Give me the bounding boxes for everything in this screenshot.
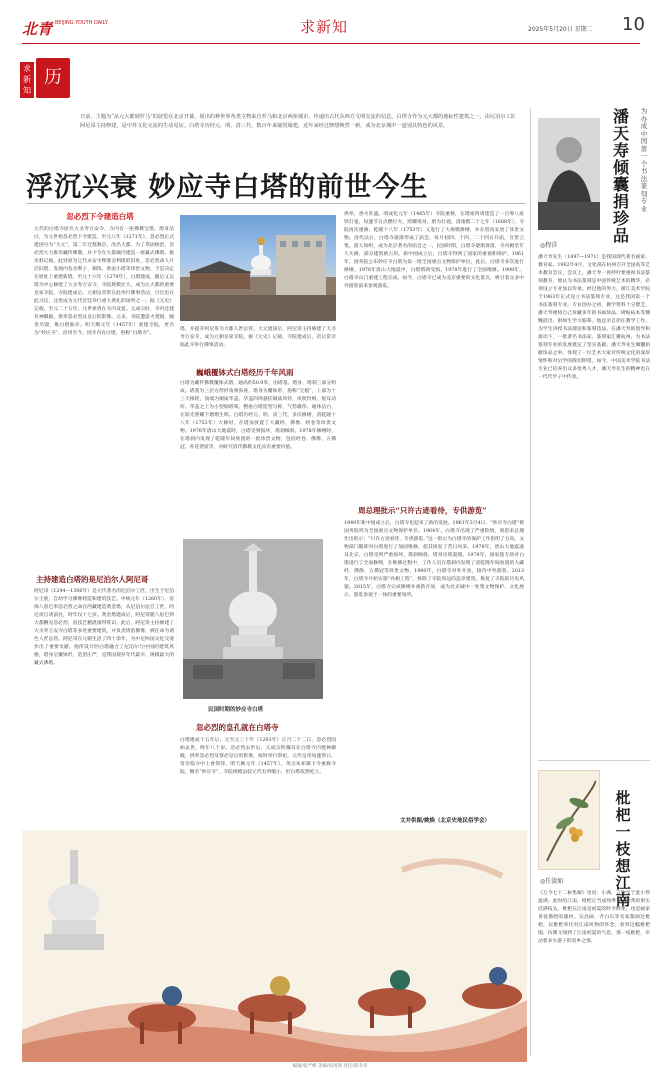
issue-date: 2025年5月20日 星期二 [528, 26, 593, 33]
body-text-col2a: 塔，并提升阿尼哥为大都人匠总管。大元建国后，阿尼哥主持修建了大圣寿万安寺，成为元朝皇家寺院。据《元史》记载，寺院建成后，帝后常亲临此寺举行佛事活动。 [180, 327, 336, 348]
right-article-title: 潘天寿倾囊捐珍品 [612, 107, 629, 245]
body-text-col3a: 供奉，香火旺盛。明成化元年（1465年）寺院重修，在塔座四周建造了一百零八座铁灯龛，每逢节日点燃灯火，照耀塔身，蔚为壮观。清康熙二十七年（1688年），寺院再次重修，乾隆十八年（1753年）又进行了大规模修缮，并在塔顶安放了珍贵文物。清代以后，白塔寺逐渐形成了庙会，每月初四、十四、二十四日开庙，百货云集，游人如织，成为北京著名的庙会之一。民国时期，白塔寺逐渐衰落，寺内殿堂年久失修，部分建筑被占用。新中国成立后，白塔寺得到了国家的重视和保护。1961年，国务院公布妙应寺白塔为第一批全国重点文物保护单位。此后，白塔寺多次进行修缮。1976年唐山大地震中，白塔塔刹受损，1978年进行了全面维修。1998年，白塔寺山门重建工程完成。如今，白塔寺已成为北京重要的文化景点，吸引着众多中外游客前来参观游览。 [344, 212, 524, 289]
subhead-5: 周总理批示“只许古迹看待，专供游览” [358, 506, 487, 515]
illustration-camel-caravan-pagoda [22, 830, 527, 1062]
column-divider [530, 108, 531, 1056]
article-source: 文并供图/姚焕（北京史地民俗学会） [400, 818, 491, 824]
right-divider [538, 760, 650, 761]
portrait-pan-tianshou [538, 118, 600, 230]
article-title: 浮沉兴衰 妙应寺白塔的前世今生 [26, 172, 429, 203]
right-article-author: ◎程洋 [540, 242, 558, 249]
painting-loquat-branch [538, 770, 600, 870]
subhead-1: 忽必烈下令建造白塔 [66, 212, 134, 221]
column-tag: 求新知 [20, 62, 34, 98]
body-text-col2c: 白塔建成十五年后，元至元三十年（1293年）正月二十二日，忽必烈因病去世，终年八十岁。忽必烈去世后，元成宗铁穆耳在白塔寺内建神御殿，供奉忽必烈及察必皇后的影像，按时举行祭祀。元代皇帝每逢祭日，常亲临寺中上香祭拜。明天顺元年（1457年），英宗朱祁镇下令重修寺院，赐名“妙应寺”，寺院规模虽较元代有所缩小，但白塔依然屹立。 [180, 738, 336, 775]
history-badge: 历史 [36, 58, 70, 98]
page-header [0, 0, 660, 40]
newspaper-logo-subtitle: BEIJING YOUTH DAILY [55, 20, 108, 26]
body-text-col1: 元代的白塔寺原名大圣寿万安寺，寺内有一座佛教宝塔，塔身洁白，为元世祖忽必烈下令建造。至元八年（1271年），忽必烈正式建国号为“大元”，第二年迁都燕京，改名大都。为了巩固统治，忽必烈大力推崇藏传佛教，并下令在大都城内建造一座藏式佛塔。据史料记载，此处原为辽代永安寺释迦舍利塔的旧址，忽必烈命人开启旧塔，发现内有舍利子、铜钱、香泥小塔等珍贵文物，于是决定在原址上重建新塔。至元十六年（1279年），白塔建成，随后又以塔为中心修建了大圣寿万安寺，寺院规模宏大，成为元大都的重要皇家寺院。寺院建成后，元朝皇帝常在此举行佛事活动，百官也在此习仪，这里成为元代宫廷举行重大典礼的场所之一。据《元史》记载，至元二十五年，元世祖曾在寺内设宴。元成宗时，寺内还建有神御殿，供奉忽必烈及皇后的影像。元末，寺院遭雷火焚毁，殿堂尽毁，唯白塔独存。明天顺元年（1457年）重建寺院，更名为“妙应寺”，沿用至今。因寺内有白塔，俗称“白塔寺”。 [34, 227, 174, 336]
photo-white-pagoda-city [180, 215, 336, 321]
section-title: 求新知 [300, 18, 349, 36]
body-text-col3b: 1949年新中国成立后，白塔寺也迎来了新的发展。1961年3月4日，“妙应寺白塔”被国务院列为全国重点文物保护单位。1964年，白塔寺出现了严重险情，周恩来总理作出批示：“只许古迹看待，专供游览。”这一批示为白塔寺的保护工作指明了方向。文物部门随即对白塔进行了加固维修，使其恢复了昔日风采。1976年，唐山大地震波及北京，白塔受到严重损坏，塔刹倾斜，塔身出现裂缝。1978年，国家拨专款对白塔进行了全面修缮，在维修过程中，工作人员在塔刹内发现了清乾隆年间放置的大藏经、佛像、五佛冠等珍贵文物。1980年，白塔寺对外开放，接待中外游客。2013年，白塔寺开始实施“亮相工程”，拆除了寺院周边的违章建筑，恢复了寺院的历史风貌。2015年，白塔寺完成修缮并重新开放，成为北京城中一处集文物保护、文化展示、游览参观于一体的重要场所。 [344, 521, 524, 598]
page-footer: 编辑/张严峰 美编/宿国领 责任/陈冬青 [292, 1064, 368, 1069]
right-article-subtitle: 为办成中国第一个书法篆刻专业 [640, 107, 648, 213]
subhead-3: 巍峨覆钵式白塔经历千年风雨 [196, 368, 294, 377]
title-divider [26, 203, 526, 204]
newspaper-logo: 北青 [22, 20, 53, 38]
right-body-text-2: 《万今七十二候集解》里说：小满，言物至于此小得盈满。此时的江南，枇杷正当成熟季节，金黄的果实挂满枝头。枇杷在江南是初夏的时令鲜果，也是画家喜爱描绘的题材。吴昌硕、齐白石等名家都画过枇杷，以枇杷寄托对江南风物的怀念。看到这幅枇杷图，仿佛又闻到了江南初夏的气息，那一枝枇杷，牵动着多少游子的思乡之情。 [538, 891, 650, 944]
photo-pagoda-republican-era [183, 539, 323, 699]
page-number: 10 [622, 14, 645, 35]
body-text-col1b: 阿尼哥（1244—1306年）是元代著名的尼泊尔工匠，出生于尼泊尔王族，自幼学习佛像铸造和建筑技艺。中统元年（1260年），帝师八思巴奉忽必烈之命在西藏建造黄金塔，从尼泊尔征召工匠，阿尼哥自请前往，时年仅十七岁。黄金塔建成后，阿尼哥随八思巴到大都觐见忽必烈，因技艺精湛深得赏识。此后，阿尼哥主持修建了大圣寿万安寺白塔等多处重要建筑，并负责铸造佛像，被任命为诸色人匠总管。阿尼哥在元朝生活了四十余年，为中尼两国文化交流作出了重要贡献。他所设计的白塔融合了尼泊尔与中国的建筑风格，塔身呈覆钵形，造型庄严，是我国现存年代最早、规模最大的藏式佛塔。 [34, 589, 174, 666]
header-divider [22, 43, 640, 44]
body-text-col2b: 白塔为藏传佛教覆钵式塔，通高约50.9米，由塔基、塔身、塔刹三部分组成。塔基为三层方形折角须弥座，塔身为覆钵形，俗称“宝瓶”，上部为十三天相轮，顶端为铜质华盖，华盖四周悬挂铜质风铃，风吹铃响，悦耳动听。华盖之上为小型铜塔刹。整座白塔造型匀称，气势雄伟，通体洁白，在阳光照耀下熠熠生辉。白塔历经元、明、清三代，多次修缮，清乾隆十八年（1753年）大修时，在塔顶放置了大藏经、佛像、经卷等珍贵文物。1976年唐山大地震时，白塔受到损坏，塔刹倾斜。1978年修缮时，在塔刹内发现了乾隆年间放置的一批珍贵文物，包括经卷、佛像、五佛冠、补花袈裟等，对研究清代佛教文化具有重要价值。 [180, 381, 336, 450]
right-article2-title: 枇杷一枝想江南 [615, 789, 631, 909]
subhead-4: 忽必烈的皇孔就在白塔寺 [196, 723, 279, 732]
right-body-text: 潘天寿先生（1897—1971）是我国现代著名画家、教育家。1962年4月，文化部在杭州召开全国高等艺术教育会议，会议上，潘天寿一再呼吁要重视书法篆刻教育，他认为书法篆刻是中国传统艺术的精华，必须设立专业加以传承。经过他的努力，浙江美术学院于1963年正式设立书法篆刻专业，这是我国第一个书法篆刻专业。专业创办之初，教学资料十分匮乏，潘天寿便将自己珍藏多年的书画珍品、碑帖拓本等慷慨捐出，供师生学习临摹。他还亲自担任教学工作，为学生讲授书法理论和篆刻技法。在潘天寿的倡导和推动下，一批著名书法家、篆刻家汇聚杭州，为书法篆刻专业的发展奠定了坚实基础。潘天寿先生倾囊捐献珍品之举，体现了一位艺术大家对传统文化的深厚情怀和对后学的殷切期望。如今，中国美术学院书法专业已培养出众多优秀人才，潘天寿先生的精神也在一代代学子中传承。 [538, 255, 650, 380]
subhead-2: 主持建造白塔的是尼泊尔人阿尼哥 [36, 575, 149, 584]
article-intro: 日前，主题为“从元大都到罗马”的展览在北京开幕，展出的种世界各类文物来自罗马和北京两座城市，传递出古代东西方文明交流的信息。白塔寺作为元大都的地标性建筑之一，由尼泊尔工匠阿尼哥主持修建，是中外文化交流的生动见证。白塔寺历经元、明、清三代，数百年来屡毁屡建，近年来经过修缮焕然一新，成为北京城中一道别具特色的风景。 [80, 114, 516, 130]
right-article2-author: ◎任淡如 [540, 878, 564, 885]
photo-caption: 民国时期的妙应寺白塔 [208, 707, 264, 713]
